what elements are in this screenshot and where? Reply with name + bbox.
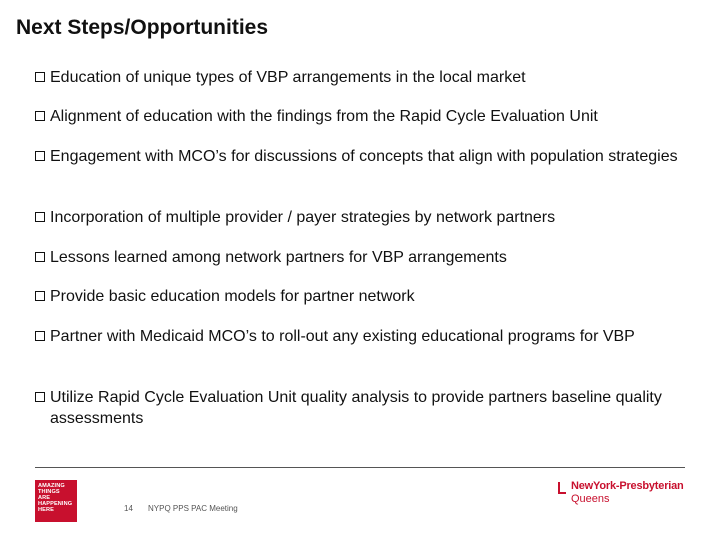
meeting-label: NYPQ PPS PAC Meeting xyxy=(148,504,238,513)
checkbox-bullet-icon xyxy=(35,252,45,262)
logo-line: AMAZING xyxy=(38,483,65,489)
bullet-item xyxy=(35,207,695,228)
checkbox-bullet-icon xyxy=(35,212,45,222)
bullet-text: Utilize Rapid Cycle Evaluation Unit quality analysis to provide partners baseline quality assessments xyxy=(50,389,662,427)
logo-line: HAPPENING xyxy=(38,501,73,507)
bullet-text: Provide basic education models for partner network xyxy=(50,288,415,305)
logo-line: ARE xyxy=(38,495,51,501)
logo-subname: Queens xyxy=(571,493,610,505)
bullet-text: Education of unique types of VBP arrangements in the local market xyxy=(50,69,526,86)
bullet-item xyxy=(35,387,695,429)
nyp-mark-icon xyxy=(558,482,566,502)
bullet-text: Partner with Medicaid MCO’s to roll-out any existing educational programs for VBP xyxy=(50,328,635,345)
bullet-item xyxy=(35,106,695,127)
bullet-item xyxy=(35,146,695,167)
page-number: 14 xyxy=(124,504,133,513)
bullet-item xyxy=(35,247,695,268)
bullet-item xyxy=(35,286,695,307)
bullet-text: Engagement with MCO’s for discussions of concepts that align with population strategies xyxy=(50,148,678,165)
logo-line: HERE xyxy=(38,507,54,513)
slide-title: Next Steps/Opportunities xyxy=(16,16,269,39)
bullet-text: Alignment of education with the findings from the Rapid Cycle Evaluation Unit xyxy=(50,108,598,125)
bullet-text: Lessons learned among network partners for VBP arrangements xyxy=(50,249,507,266)
checkbox-bullet-icon xyxy=(35,331,45,341)
bullet-text: Incorporation of multiple provider / payer strategies by network partners xyxy=(50,209,556,226)
checkbox-bullet-icon xyxy=(35,151,45,161)
checkbox-bullet-icon xyxy=(35,111,45,121)
logo-name: NewYork-Presbyterian xyxy=(571,480,684,492)
amazing-things-logo xyxy=(35,480,77,522)
bullet-item xyxy=(35,67,695,88)
checkbox-bullet-icon xyxy=(35,72,45,82)
logo-line: THINGS xyxy=(38,489,60,495)
bullet-item xyxy=(35,326,695,347)
nyp-queens-logo xyxy=(558,479,688,507)
checkbox-bullet-icon xyxy=(35,392,45,402)
footer-divider xyxy=(35,467,685,468)
checkbox-bullet-icon xyxy=(35,291,45,301)
